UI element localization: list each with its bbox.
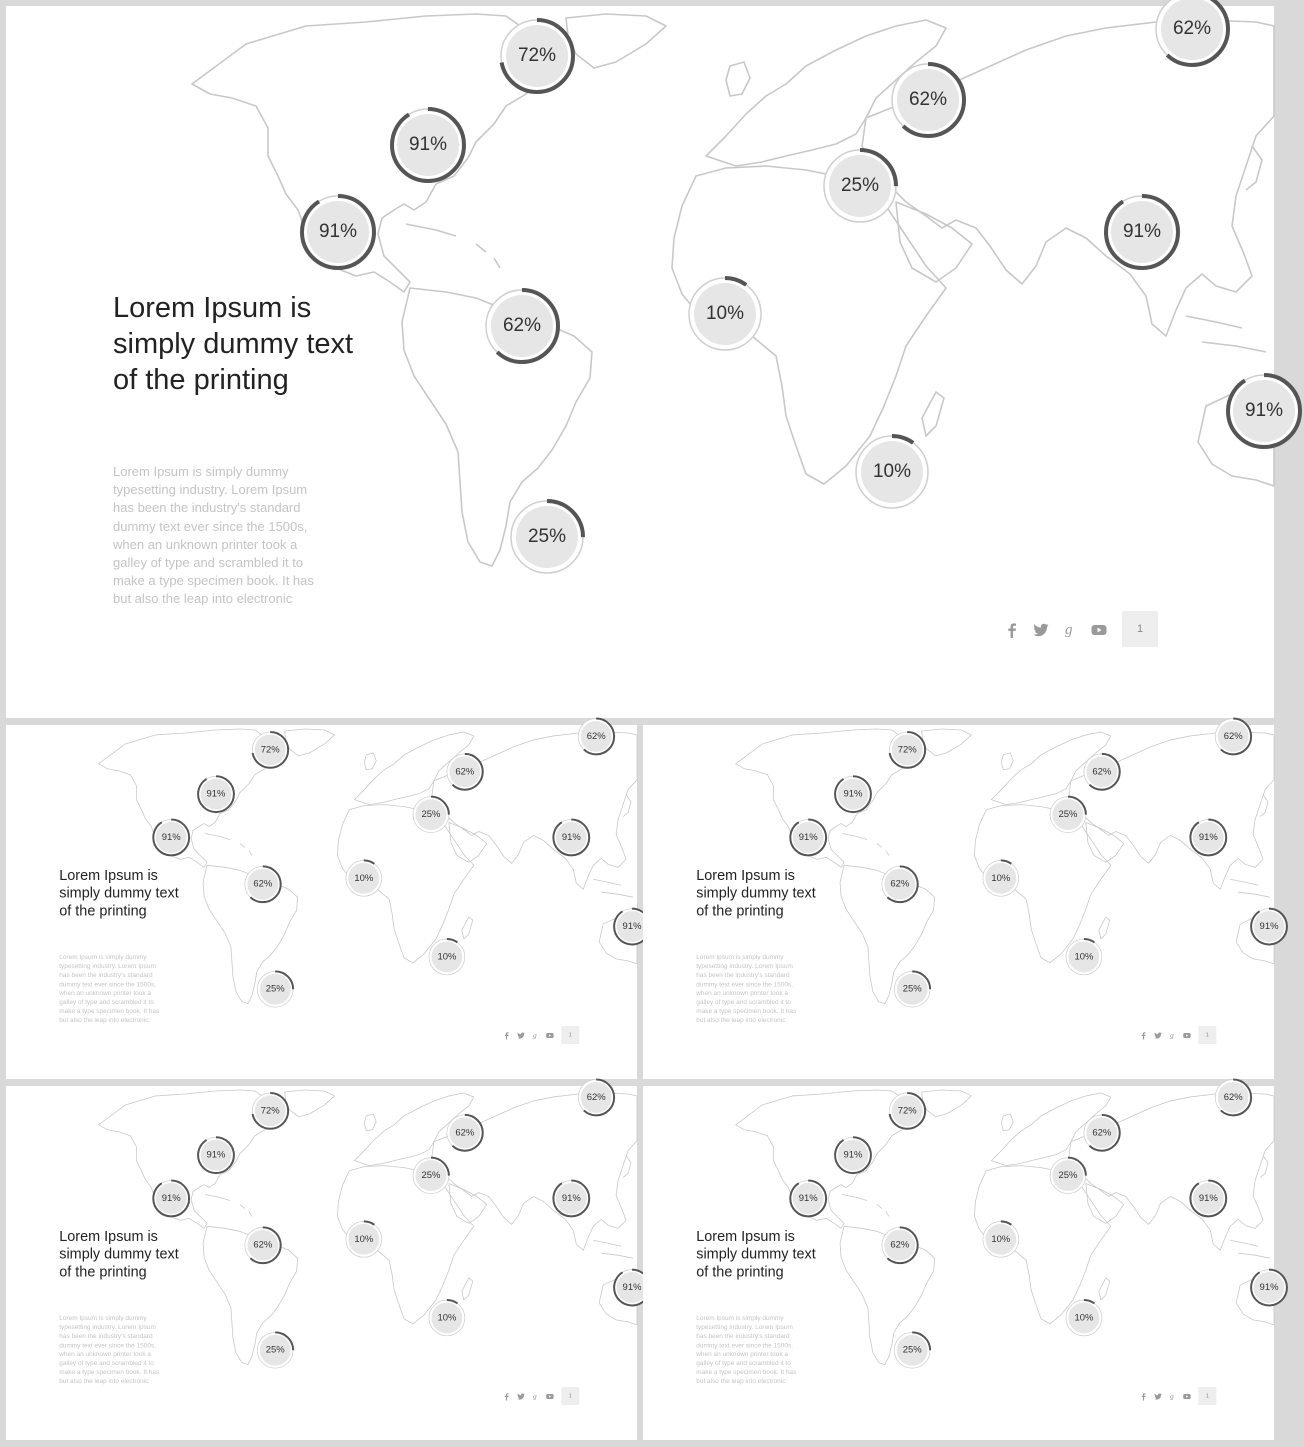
caribbean-outline [842, 1194, 889, 1216]
facebook-icon[interactable] [502, 1031, 511, 1040]
japan-outline [1260, 795, 1268, 817]
marker-label: 62% [455, 1127, 475, 1138]
marker-label: 91% [843, 788, 863, 800]
marker-label: 91% [318, 221, 358, 242]
marker-label: 72% [260, 1105, 280, 1116]
marker-north-east-america [887, 730, 927, 770]
slide-headline: Lorem Ipsum is simply dummy text of the printing [113, 292, 354, 396]
slide-main[interactable] [6, 6, 1284, 718]
facebook-icon[interactable] [1003, 621, 1021, 639]
uk-outline [364, 753, 376, 770]
svg-text:g: g [532, 1391, 537, 1401]
social-icons [502, 1030, 554, 1041]
uk-outline [726, 62, 750, 96]
marker-label: 91% [1198, 831, 1218, 843]
youtube-icon[interactable] [545, 1392, 554, 1401]
marker-label: 10% [872, 461, 912, 482]
marker-east-usa [833, 1135, 873, 1175]
youtube-icon[interactable] [1090, 621, 1108, 639]
caribbean-outline [842, 833, 889, 855]
marker-south-east-asia [1188, 818, 1228, 858]
marker-label: 62% [253, 1239, 273, 1251]
marker-southern-africa [427, 937, 467, 977]
marker-label: 72% [897, 744, 917, 755]
marker-label: 25% [421, 1170, 441, 1181]
google-plus-icon[interactable] [1168, 1031, 1177, 1040]
facebook-icon[interactable] [1139, 1031, 1148, 1040]
marker-label: 62% [455, 766, 475, 777]
japan-outline [623, 795, 631, 817]
slide-body-text: Lorem Ipsum is simply dummy typesetting industry. Lorem Ipsum has been the industry's standard dummy text ever since the 1500s, when an unknown printer took a galley of type and scrambled it to make a type specimen book. It has but also the leap into electronic [696, 1313, 797, 1385]
google-plus-icon[interactable] [531, 1392, 540, 1401]
indonesia-outline [593, 879, 633, 897]
marker-label: 91% [1244, 400, 1284, 421]
marker-label: 91% [622, 1282, 642, 1293]
social-icons [502, 1391, 554, 1402]
marker-brazil [243, 1225, 283, 1265]
marker-label: 91% [798, 831, 818, 843]
marker-label: 10% [1074, 1312, 1094, 1323]
marker-label: 25% [902, 1344, 922, 1356]
arabia-outline [449, 823, 487, 863]
indonesia-outline [1230, 879, 1270, 897]
twitter-icon[interactable] [1032, 621, 1050, 639]
marker-label: 72% [517, 45, 557, 66]
marker-russia-east [1152, 0, 1232, 69]
marker-label: 25% [1058, 1170, 1078, 1181]
marker-south-east-asia [551, 818, 591, 858]
japan-outline [1246, 146, 1262, 190]
slide-headline: Lorem Ipsum is simply dummy text of the printing [696, 1228, 816, 1281]
slide-headline: Lorem Ipsum is simply dummy text of the printing [59, 867, 179, 920]
marker-label: 62% [1092, 1127, 1112, 1138]
marker-label: 91% [1198, 1192, 1218, 1204]
arabia-outline [1086, 823, 1124, 863]
marker-label: 62% [1223, 1091, 1243, 1103]
svg-text:g: g [1169, 1391, 1174, 1401]
indonesia-outline [593, 1240, 633, 1258]
marker-middle-east [411, 1156, 451, 1196]
arabia-outline [449, 1184, 487, 1224]
page-number: 1 [1198, 1026, 1216, 1044]
marker-eastern-europe [888, 60, 968, 140]
marker-brazil [880, 1225, 920, 1265]
twitter-icon[interactable] [517, 1031, 526, 1040]
marker-label: 91% [561, 831, 581, 843]
marker-label: 91% [1122, 221, 1162, 242]
greenland-outline [922, 729, 972, 756]
marker-label: 91% [408, 134, 448, 155]
marker-label: 10% [437, 1312, 457, 1323]
uk-outline [1001, 1114, 1013, 1131]
marker-south-east-asia [551, 1179, 591, 1219]
marker-label: 91% [561, 1192, 581, 1204]
marker-south-east-asia [1102, 192, 1182, 272]
marker-mexico [151, 1179, 191, 1219]
marker-label: 10% [991, 872, 1011, 884]
marker-label: 25% [265, 1344, 285, 1356]
twitter-icon[interactable] [517, 1392, 526, 1401]
marker-west-africa [344, 858, 384, 898]
marker-russia-east [576, 1078, 616, 1118]
youtube-icon[interactable] [1182, 1392, 1191, 1401]
marker-mexico [788, 818, 828, 858]
marker-eastern-europe [1082, 1113, 1122, 1153]
marker-label: 10% [354, 872, 374, 884]
marker-argentina [892, 1330, 932, 1370]
marker-label: 62% [1223, 730, 1243, 742]
marker-argentina [507, 497, 587, 577]
marker-label: 62% [1092, 766, 1112, 777]
page-number: 1 [1198, 1387, 1216, 1405]
marker-label: 91% [206, 1149, 226, 1161]
svg-text:g: g [532, 1030, 537, 1040]
marker-australia [1249, 907, 1289, 947]
marker-label: 10% [437, 951, 457, 962]
marker-middle-east [1048, 1156, 1088, 1196]
slide-thumb-bottom-right[interactable] [643, 1086, 1279, 1440]
google-plus-icon[interactable] [1061, 621, 1079, 639]
slide-headline: Lorem Ipsum is simply dummy text of the printing [696, 867, 816, 920]
madagascar-outline [922, 392, 944, 436]
marker-argentina [255, 969, 295, 1009]
marker-brazil [482, 286, 562, 366]
caribbean-outline [205, 1194, 252, 1216]
google-plus-icon[interactable] [1168, 1392, 1177, 1401]
japan-outline [1260, 1156, 1268, 1178]
marker-label: 62% [586, 1091, 606, 1103]
marker-north-east-america [250, 1091, 290, 1131]
marker-southern-africa [852, 432, 932, 512]
greenland-outline [922, 1090, 972, 1117]
slide-headline: Lorem Ipsum is simply dummy text of the printing [59, 1228, 179, 1281]
marker-brazil [243, 864, 283, 904]
page-number: 1 [1122, 611, 1158, 647]
indonesia-outline [1230, 1240, 1270, 1258]
marker-middle-east [1048, 795, 1088, 835]
svg-text:g: g [1065, 622, 1073, 638]
marker-label: 25% [265, 983, 285, 995]
marker-north-east-america [497, 16, 577, 96]
slide-body-text: Lorem Ipsum is simply dummy typesetting industry. Lorem Ipsum has been the industry's standard dummy text ever since the 1500s, when an unknown printer took a galley of type and scrambled it to make a type specimen book. It has but also the leap into electronic [696, 952, 797, 1024]
marker-russia-east [576, 717, 616, 757]
madagascar-outline [1099, 917, 1110, 939]
twitter-icon[interactable] [1154, 1392, 1163, 1401]
marker-east-usa [196, 774, 236, 814]
caribbean-outline [406, 224, 500, 268]
marker-label: 62% [908, 89, 948, 110]
marker-label: 72% [897, 1105, 917, 1116]
slide-thumb-bottom-left[interactable] [6, 1086, 642, 1440]
marker-west-africa [981, 858, 1021, 898]
marker-label: 10% [1074, 951, 1094, 962]
marker-australia [1249, 1268, 1289, 1308]
marker-russia-east [1213, 717, 1253, 757]
slide-body-text: Lorem Ipsum is simply dummy typesetting industry. Lorem Ipsum has been the industry's standard dummy text ever since the 1500s, when an unknown printer took a galley of type and scrambled it to make a type specimen book. It has but also the leap into electronic [59, 952, 160, 1024]
marker-argentina [255, 1330, 295, 1370]
marker-australia [1224, 371, 1304, 451]
page-number: 1 [561, 1026, 579, 1044]
marker-label: 25% [421, 809, 441, 820]
facebook-icon[interactable] [1139, 1392, 1148, 1401]
madagascar-outline [462, 1278, 473, 1300]
page-number: 1 [561, 1387, 579, 1405]
marker-west-africa [685, 274, 765, 354]
marker-russia-east [1213, 1078, 1253, 1118]
marker-label: 91% [161, 831, 181, 843]
marker-label: 91% [843, 1149, 863, 1161]
marker-eastern-europe [1082, 752, 1122, 792]
marker-label: 62% [1172, 18, 1212, 39]
marker-west-africa [344, 1219, 384, 1259]
marker-label: 62% [502, 315, 542, 336]
uk-outline [364, 1114, 376, 1131]
marker-west-africa [981, 1219, 1021, 1259]
google-plus-icon[interactable] [531, 1031, 540, 1040]
marker-label: 25% [840, 175, 880, 196]
social-icons [1003, 619, 1108, 641]
marker-label: 91% [206, 788, 226, 800]
marker-label: 72% [260, 744, 280, 755]
marker-label: 91% [1259, 1282, 1279, 1293]
japan-outline [623, 1156, 631, 1178]
slide-thumb-top-right[interactable] [643, 725, 1279, 1079]
arabia-outline [1086, 1184, 1124, 1224]
youtube-icon[interactable] [545, 1031, 554, 1040]
madagascar-outline [462, 917, 473, 939]
marker-label: 25% [527, 526, 567, 547]
uk-outline [1001, 753, 1013, 770]
caribbean-outline [205, 833, 252, 855]
marker-southern-africa [1064, 1298, 1104, 1338]
marker-mexico [298, 192, 378, 272]
marker-label: 25% [1058, 809, 1078, 820]
marker-label: 10% [991, 1233, 1011, 1245]
marker-mexico [788, 1179, 828, 1219]
arabia-outline [896, 202, 972, 282]
marker-label: 62% [586, 730, 606, 742]
marker-label: 91% [798, 1192, 818, 1204]
marker-east-usa [833, 774, 873, 814]
facebook-icon[interactable] [502, 1392, 511, 1401]
marker-east-usa [388, 105, 468, 185]
marker-middle-east [411, 795, 451, 835]
svg-text:g: g [1169, 1030, 1174, 1040]
greenland-outline [285, 729, 335, 756]
marker-middle-east [820, 146, 900, 226]
marker-north-east-america [250, 730, 290, 770]
marker-brazil [880, 864, 920, 904]
marker-label: 62% [253, 878, 273, 890]
madagascar-outline [1099, 1278, 1110, 1300]
social-icons [1139, 1391, 1191, 1402]
marker-eastern-europe [445, 1113, 485, 1153]
greenland-outline [566, 14, 666, 68]
twitter-icon[interactable] [1154, 1031, 1163, 1040]
marker-southern-africa [1064, 937, 1104, 977]
marker-label: 91% [1259, 921, 1279, 932]
marker-eastern-europe [445, 752, 485, 792]
marker-label: 62% [890, 1239, 910, 1251]
marker-label: 25% [902, 983, 922, 995]
slide-body-text: Lorem Ipsum is simply dummy typesetting industry. Lorem Ipsum has been the industry's standard dummy text ever since the 1500s, when an unknown printer took a galley of type and scrambled it to make a type specimen book. It has but also the leap into electronic [113, 464, 314, 607]
youtube-icon[interactable] [1182, 1031, 1191, 1040]
indonesia-outline [1186, 316, 1266, 352]
marker-southern-africa [427, 1298, 467, 1338]
marker-label: 91% [161, 1192, 181, 1204]
marker-label: 91% [622, 921, 642, 932]
marker-argentina [892, 969, 932, 1009]
marker-mexico [151, 818, 191, 858]
greenland-outline [285, 1090, 335, 1117]
marker-south-east-asia [1188, 1179, 1228, 1219]
marker-label: 62% [890, 878, 910, 890]
marker-east-usa [196, 1135, 236, 1175]
marker-label: 10% [354, 1233, 374, 1245]
marker-label: 10% [705, 303, 745, 324]
social-icons [1139, 1030, 1191, 1041]
slide-thumb-top-left[interactable] [6, 725, 642, 1079]
slide-body-text: Lorem Ipsum is simply dummy typesetting industry. Lorem Ipsum has been the industry's standard dummy text ever since the 1500s, when an unknown printer took a galley of type and scrambled it to make a type specimen book. It has but also the leap into electronic [59, 1313, 160, 1385]
marker-north-east-america [887, 1091, 927, 1131]
